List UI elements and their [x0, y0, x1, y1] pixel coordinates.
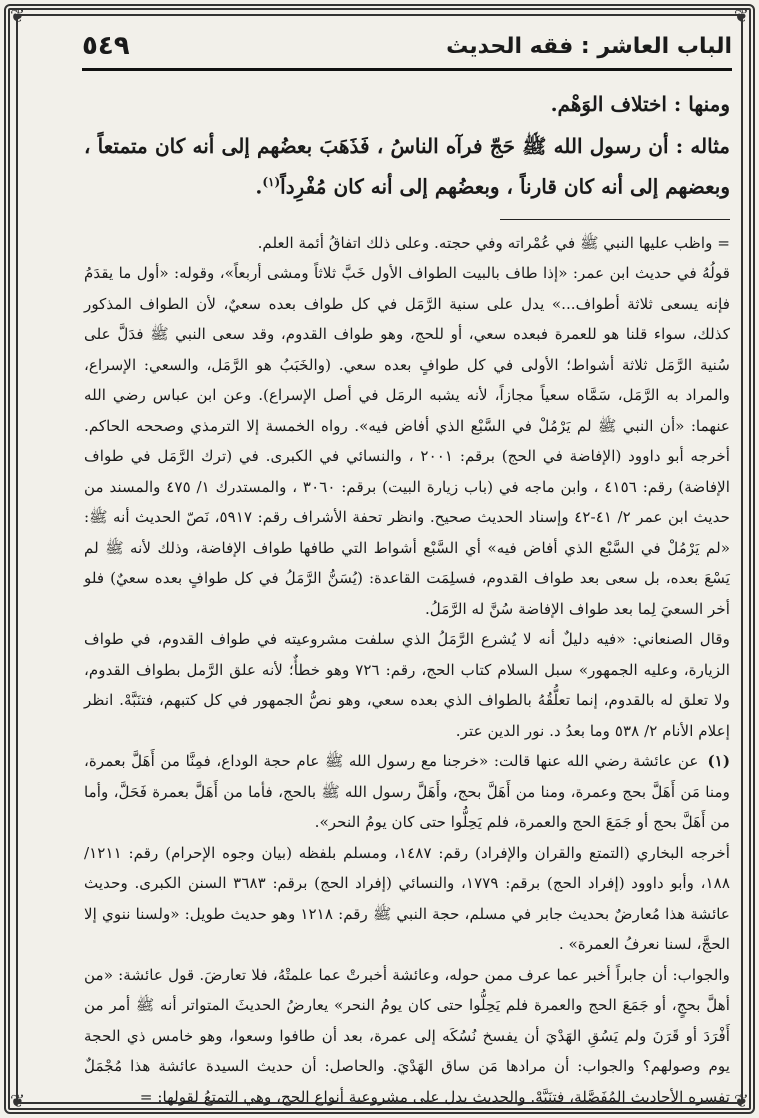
footnote-paragraph: أخرجه البخاري (التمتع والقران والإفراد) رقم: ١٤٨٧، ومسلم بلفظه (بيان وجوه الإحرام) رقم: ١٢١١/ ١٨٨، وأبو داوود (إفراد الحج) برقم: ١٧٧٩، والنسائي (إفراد الحج) برقم: ٣٦٨٣ السنن الكبرى. وحديث عائشة هذا مُعارضٌ بحديث جابر في مسلم، حجة النبي ﷺ رقم: ١٢١٨ وهو حديث طويل: «ولسنا ننوي إلا الحجَّ، لسنا نعرفُ العمرة» . [84, 843, 730, 954]
corner-ornament-icon: ❦ [733, 6, 749, 27]
footnote-paragraph: = واظب عليها النبي ﷺ في عُمْراته وفي حجته. وعلى ذلك اتفاقُ أئمة العلم. [257, 233, 730, 252]
end-dot: . [255, 174, 263, 199]
footnote-paragraph: وقال الصنعاني: «فيه دليلٌ أنه لا يُشرع الرَّمَلُ الذي سلفت مشروعيته في طواف القدوم، في طواف الزيارة، وعليه الجمهور» سبل السلام كتاب الحج، رقم: ٧٢٦ وهو خطأٌ؛ لأنه علق الرَّمل بطواف القدوم، ولا تعلق له بالقدوم، إنما تعلُّقُهُ بالطواف الذي بعده سعي، وهو نصُّ الجمهور في كل كتبهم، فتنَبَّهْ. انظر إعلام الأنام ٢/ ٥٣٨ وما بعدُ د. نور الدين عتر. [84, 630, 730, 740]
main-text [84, 86, 730, 205]
footnote-number: (١) [707, 752, 730, 771]
footnote-paragraph: والجواب: أن جابراً أخبر عما عرف ممن حوله، وعائشة أخبرتْ عما علمتْهُ، فلا تعارضَ. قول عائشة: «من أهلَّ بحجٍ، أو جَمَعَ الحج والعمرة فلم يَحِلُّوا حتى كان يومُ النحر» يعارضُ الحديثَ المتواتر أنه ﷺ أمر من أَفْرَدَ أو قَرَنَ ولم يَسُقِ الهَدْيَ أن يفسخ نُسُكَه إلى عمرة، بعد أن طافوا وسعوا، وهو خامس ذي الحجة يوم وصولهم؟ والجواب: أن مرادها مَن ساق الهَدْيَ. والحاصل: أن حديث السيدة عائشة هذا مُجْمَلٌ تفسره الأحاديث المُفَصَّلة، فتنَبَّهْ. والحديث يدل على مشروعية أنواع الحج، وهي التمتعُ لقولها: = [84, 965, 730, 1106]
page-number: ٥٤٩ [82, 31, 130, 61]
example-label: مثاله : [675, 134, 730, 158]
example-text: أن رسول الله ﷺ حَجّ فرآه الناسُ ، فَذَهَبَ بعضُهم إلى أنه كان متمتعاً ، وبعضهم إلى أنه كان قارناً ، وبعضُهم إلى أنه كان مُفْرِداً [84, 134, 730, 199]
footnotes [84, 228, 730, 1113]
footnote-paragraph: (١) عن عائشة رضي الله عنها قالت: «خرجنا مع رسول الله ﷺ عام حجة الوداع، فمِنَّا من أَهَلَّ بعمرة، ومنا مَن أَهَلَّ بحج وعمرة، ومنا من أَهَلَّ بحج، وأَهَلَّ رسول الله ﷺ بالحج، فأما من أَهَلَّ بعمرة فَحَلَّ، وأما من أَهَلَّ بحج أو جَمَعَ الحج والعمرة، فلم يَحِلُّوا حتى كان يومُ النحر». [84, 746, 730, 838]
corner-ornament-icon: ❦ [10, 1091, 26, 1112]
footnote-divider [500, 219, 730, 220]
footnote-ref: (١) [262, 175, 281, 189]
page-content [84, 80, 730, 1112]
running-head: الباب العاشر : فقه الحديث [446, 33, 732, 59]
page-header [82, 24, 732, 71]
main-line: ومنها : اختلاف الوَهْم. [550, 92, 730, 116]
example-paragraph [84, 128, 730, 205]
footnote-paragraph: قولُهُ في حديث ابن عمر: «إذا طاف بالبيت الطواف الأول خَبَّ ثلاثاً ومشى أربعاً»، وقوله: «أول ما يقدَمُ فإنه يسعى ثلاثة أطواف...» يدل على سنية الرَّمَل في كل طواف بعده سعيٌ، لأن الطواف المذكور كذلك، سواء قلنا هو للعمرة فبعده سعي، أو للحج، وهو طواف القدوم، وقد سعى النبي ﷺ فدَلَّ على سُنية الرَّمَل ثلاثة أشواط؛ الأولى في كل طوافٍ بعده سعي. (والخَبَبُ هو الرَّمَل، والسعي: الإسراع، والمراد به الرَّمَل، سَمَّاه سعياً مجازاً، لأنه يشبه الرمَل في أصل الإسراع). وعن ابن عباس رضي الله عنهما: «أن النبي ﷺ لم يَرْمُلْ في السَّبْع الذي أفاض فيه». رواه الخمسة إلا الترمذي وصححه الحاكم. أخرجه أبو داوود (الإفاضة في الحج) برقم: ٢٠٠١ ، والنسائي في الكبرى. في (ترك الرَّمَل في طواف الإفاضة) رقم: ٤١٥٦ ، وابن ماجه في (باب زيارة البيت) برقم: ٣٠٦٠ ، والمستدرك ١/ ٤٧٥ والمسند من حديث ابن عمر ٢/ ٤١-٤٢ وإسناد الحديث صحيح. وانظر تحفة الأشراف رقم: ٥٩١٧، نَصّ الحديث أنه ﷺ: «لم يَرْمُلْ في السَّبْع الذي أفاض فيه» أي السَّبْع أشواط التي طافها طواف الإفاضة، وذلك لأنه ﷺ لم يَسْعَ بعده، بل سعى بعد طواف القدوم، فسلِمَت القاعدة: (يُسَنُّ الرَّمَلُ في كل طوافٍ بعده سعيٌ) فلو أخر السعيَ لِما بعد طواف الإفاضة سُنَّ له الرَّمَلُ. [84, 264, 730, 618]
corner-ornament-icon: ❦ [10, 6, 26, 27]
corner-ornament-icon: ❦ [733, 1091, 749, 1112]
